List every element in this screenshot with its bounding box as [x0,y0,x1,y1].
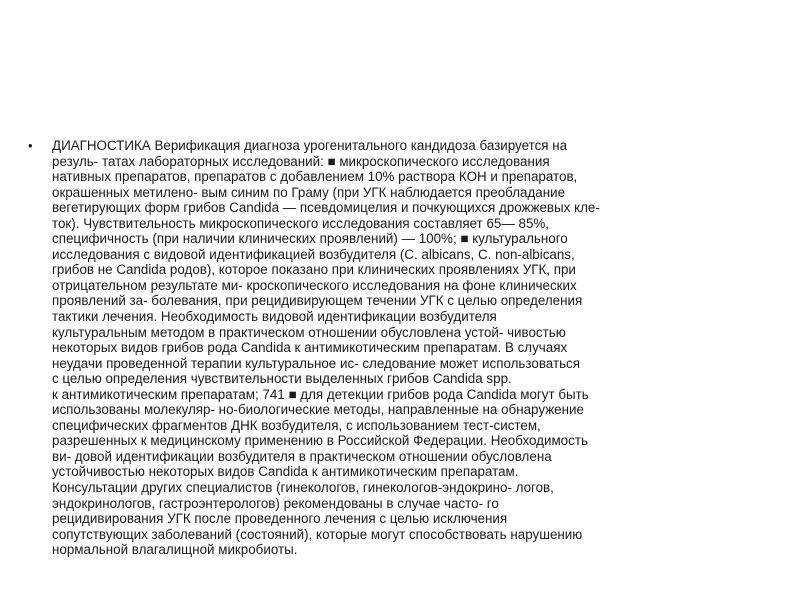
text-line: ви- довой идентификации возбудителя в практическом отношении обусловлена [52,448,552,464]
text-line: использованы молекуляр- но-биологические методы, направленные на обнаружение [52,402,584,418]
text-line: с целью определения чувствительности выделенных грибов Candida spp. [52,371,512,387]
text-line: проявлений за- болевания, при рецидивирующем течении УГК с целью определения [52,293,583,309]
text-line: к антимикотическим препаратам; 741 ■ для детекции грибов рода Candida могут быть [52,386,589,402]
text-line: нормальной влагалищной микробиоты. [52,542,298,558]
text-line: Консультации других специалистов (гинекологов, гинекологов-эндокрино- логов, [52,480,554,496]
text-line: неудачи проведенной терапии культуральное ис- следование может использоваться [52,355,580,371]
bullet-item [28,138,752,558]
text-line: сопутствующих заболеваний (состояний), которые могут способствовать нарушению [52,526,583,542]
text-line: нативных препаратов, препаратов с добавлением 10% раствора КОН и препаратов, [52,169,578,185]
text-line: окрашенных метилено- вым синим по Граму (при УГК наблюдается преобладание [52,184,566,200]
text-line: грибов не Candida родов), которое показано при клинических проявлениях УГК, при [52,262,576,278]
text-line: исследования с видовой идентификацией возбудителя (C. albicans, C. non-albicans, [52,246,575,262]
text-line: специфичность (при наличии клинических проявлений) — 100%; ■ культурального [52,231,568,247]
text-line: ток). Чувствительность микроскопического исследования составляет 65— 85%, [52,215,550,231]
text-line: отрицательном результате ми- кроскопического исследования на фоне клинических [52,277,577,293]
bullet-icon: • [28,138,33,153]
text-line: некоторых видов грибов рода Candida к антимикотическим препаратам. В случаях [52,340,568,356]
text-line: тактики лечения. Необходимость видовой идентификации возбудителя [52,309,497,325]
text-line: разрешенных к медицинскому применению в Российской Федерации. Необходимость [52,433,588,449]
text-line: рецидивирования УГК после проведенного лечения с целью исключения [52,511,508,527]
text-line: специфических фрагментов ДНК возбудителя, с использованием тест-систем, [52,417,541,433]
text-line: культуральным методом в практическом отношении обусловлена устой- чивостью [52,324,566,340]
text-line: вегетирующих форм грибов Candida — псевдомицелия и почкующихся дрожжевых кле- [52,200,600,216]
text-line: ДИАГНОСТИКА Верификация диагноза урогенитального кандидоза базируется на [52,138,568,153]
diagnostics-paragraph [52,138,752,558]
text-line: эндокринологов, гастроэнтерологов) рекомендованы в случае часто- го [52,495,499,511]
text-line: резуль- татах лабораторных исследований: ■ микроскопического исследования [52,153,550,169]
text-line: устойчивостью некоторых видов Candida к антимикотическим препаратам. [52,464,519,480]
